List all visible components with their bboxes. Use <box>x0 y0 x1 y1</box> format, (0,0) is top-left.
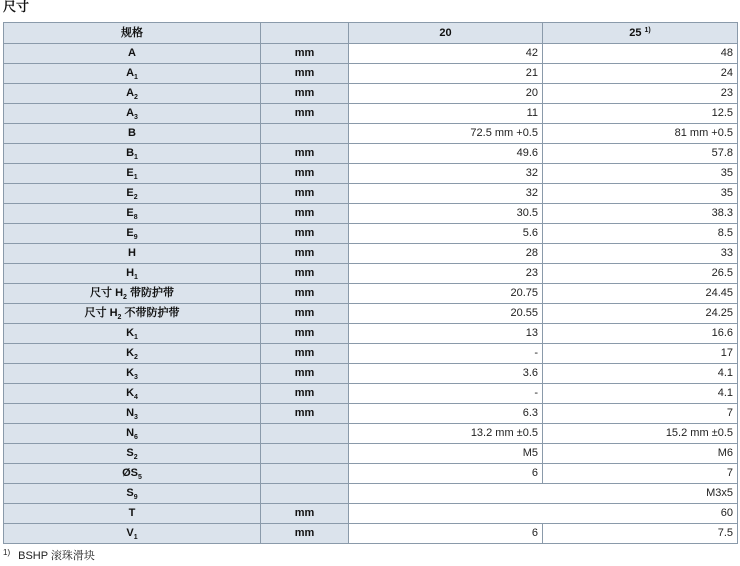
value-cell-size-20: 42 <box>349 44 543 64</box>
parameter-subscript: 1 <box>133 174 138 182</box>
column-header-unit <box>261 23 349 44</box>
unit-cell <box>261 484 349 504</box>
table-row <box>4 124 738 144</box>
table-row <box>4 284 738 304</box>
parameter-suffix: 不带防护带 <box>121 307 180 319</box>
value-cell-size-20: - <box>349 344 543 364</box>
value-cell-size-20: 6.3 <box>349 404 543 424</box>
table-row <box>4 84 738 104</box>
table-header-row <box>4 23 738 44</box>
unit-cell: mm <box>261 164 349 184</box>
parameter-symbol: N <box>126 407 135 419</box>
table-row <box>4 464 738 484</box>
parameter-symbol: B <box>128 127 136 139</box>
parameter-subscript: 5 <box>138 474 142 482</box>
value-cell-size-20: 23 <box>349 264 543 284</box>
value-cell-size-20: 3.6 <box>349 364 543 384</box>
parameter-subscript: 3 <box>134 414 138 422</box>
unit-cell <box>261 124 349 144</box>
parameter-subscript: 9 <box>133 234 138 242</box>
value-cell-size-25: 7 <box>543 404 738 424</box>
table-row <box>4 144 738 164</box>
parameter-cell <box>4 284 261 304</box>
value-cell-size-25: 38.3 <box>543 204 738 224</box>
parameter-symbol: S <box>126 487 134 499</box>
table-row <box>4 184 738 204</box>
table-row <box>4 444 738 464</box>
parameter-cell <box>4 524 261 544</box>
parameter-symbol: E <box>126 207 134 219</box>
unit-cell: mm <box>261 324 349 344</box>
value-cell-size-20: 20 <box>349 84 543 104</box>
table-row <box>4 224 738 244</box>
unit-cell: mm <box>261 384 349 404</box>
parameter-subscript: 1 <box>134 274 138 282</box>
parameter-symbol: H <box>128 247 136 259</box>
parameter-symbol: ØS <box>122 467 138 479</box>
unit-cell: mm <box>261 404 349 424</box>
parameter-cell <box>4 344 261 364</box>
parameter-cell <box>4 464 261 484</box>
value-cell-size-20: 72.5 mm +0.5 <box>349 124 543 144</box>
value-cell-size-25: 7 <box>543 464 738 484</box>
value-cell-size-20: M5 <box>349 444 543 464</box>
unit-cell: mm <box>261 184 349 204</box>
unit-cell <box>261 444 349 464</box>
parameter-cell <box>4 164 261 184</box>
parameter-cell <box>4 444 261 464</box>
parameter-symbol: B <box>126 147 135 159</box>
parameter-symbol: A <box>126 67 135 79</box>
parameter-symbol: A <box>126 107 135 119</box>
table-row <box>4 304 738 324</box>
parameter-subscript: 2 <box>133 454 138 462</box>
parameter-subscript: 1 <box>134 154 138 162</box>
table-row <box>4 104 738 124</box>
value-cell-size-25: 24.45 <box>543 284 738 304</box>
parameter-symbol: E <box>126 187 134 199</box>
parameter-subscript: 2 <box>133 194 138 202</box>
parameter-cell <box>4 504 261 524</box>
table-body <box>4 44 738 544</box>
value-cell-size-25: 15.2 mm ±0.5 <box>543 424 738 444</box>
parameter-symbol: A <box>128 47 136 59</box>
parameter-symbol: E <box>126 167 134 179</box>
parameter-label: 尺寸 H <box>90 287 124 299</box>
value-cell-size-25: M6 <box>543 444 738 464</box>
parameter-cell <box>4 384 261 404</box>
dimensions-table <box>3 22 738 544</box>
table-row <box>4 44 738 64</box>
value-cell-size-25: 12.5 <box>543 104 738 124</box>
table-row <box>4 64 738 84</box>
value-cell-size-20: - <box>349 384 543 404</box>
value-cell-size-20: 28 <box>349 244 543 264</box>
value-cell-size-25: 7.5 <box>543 524 738 544</box>
parameter-cell <box>4 324 261 344</box>
parameter-symbol: N <box>126 427 135 439</box>
table-row <box>4 424 738 444</box>
parameter-subscript: 3 <box>134 374 138 382</box>
value-cell-size-25: 24.25 <box>543 304 738 324</box>
parameter-subscript: 1 <box>134 74 138 82</box>
table-row <box>4 484 738 504</box>
value-cell-size-25: 57.8 <box>543 144 738 164</box>
unit-cell: mm <box>261 364 349 384</box>
value-cell-size-20: 5.6 <box>349 224 543 244</box>
parameter-cell <box>4 424 261 444</box>
unit-cell <box>261 464 349 484</box>
footnote-text: BSHP 滚珠滑块 <box>18 550 95 562</box>
parameter-symbol: K <box>126 387 135 399</box>
value-cell-size-25: 81 mm +0.5 <box>543 124 738 144</box>
value-cell-size-20: 6 <box>349 524 543 544</box>
unit-cell: mm <box>261 504 349 524</box>
size-25-label: 25 <box>629 26 642 39</box>
parameter-subscript: 2 <box>117 314 122 322</box>
value-cell-size-25: 35 <box>543 164 738 184</box>
page-title: 尺寸 <box>3 0 30 14</box>
parameter-cell <box>4 364 261 384</box>
table-row <box>4 164 738 184</box>
parameter-subscript: 1 <box>133 534 138 542</box>
value-cell-size-25: 4.1 <box>543 364 738 384</box>
unit-cell: mm <box>261 344 349 364</box>
parameter-cell <box>4 104 261 124</box>
table-row <box>4 344 738 364</box>
parameter-symbol: K <box>126 347 135 359</box>
parameter-subscript: 4 <box>134 394 138 402</box>
value-cell-size-25: 35 <box>543 184 738 204</box>
value-cell-size-25: 4.1 <box>543 384 738 404</box>
footnote-reference: 1) <box>644 26 651 34</box>
unit-cell: mm <box>261 84 349 104</box>
value-cell-size-25: 23 <box>543 84 738 104</box>
value-cell-size-20: 32 <box>349 164 543 184</box>
value-cell-size-20: 20.55 <box>349 304 543 324</box>
column-header-spec: 规格 <box>4 23 261 44</box>
parameter-subscript: 3 <box>134 114 138 122</box>
parameter-symbol: A <box>126 87 135 99</box>
value-cell-size-25: 48 <box>543 44 738 64</box>
parameter-cell <box>4 224 261 244</box>
value-cell-size-25: 16.6 <box>543 324 738 344</box>
parameter-cell <box>4 404 261 424</box>
parameter-suffix: 带防护带 <box>126 287 174 299</box>
parameter-cell <box>4 124 261 144</box>
parameter-cell <box>4 264 261 284</box>
parameter-cell <box>4 144 261 164</box>
footnote-mark: 1) <box>3 548 11 557</box>
value-cell-merged: 60 <box>349 504 738 524</box>
parameter-symbol: S <box>126 447 134 459</box>
value-cell-merged: M3x5 <box>349 484 738 504</box>
parameter-subscript: 8 <box>133 214 138 222</box>
value-cell-size-25: 26.5 <box>543 264 738 284</box>
table-row <box>4 264 738 284</box>
column-header-size-25 <box>543 23 738 44</box>
parameter-cell <box>4 484 261 504</box>
parameter-cell <box>4 304 261 324</box>
unit-cell: mm <box>261 264 349 284</box>
parameter-subscript: 9 <box>133 494 138 502</box>
parameter-cell <box>4 64 261 84</box>
unit-cell: mm <box>261 104 349 124</box>
unit-cell: mm <box>261 144 349 164</box>
value-cell-size-20: 20.75 <box>349 284 543 304</box>
parameter-subscript: 1 <box>134 334 138 342</box>
value-cell-size-25: 17 <box>543 344 738 364</box>
parameter-subscript: 6 <box>134 434 138 442</box>
value-cell-size-25: 33 <box>543 244 738 264</box>
parameter-cell <box>4 204 261 224</box>
table-row <box>4 404 738 424</box>
parameter-subscript: 2 <box>123 294 127 302</box>
unit-cell: mm <box>261 244 349 264</box>
table-row <box>4 524 738 544</box>
parameter-cell <box>4 44 261 64</box>
unit-cell: mm <box>261 304 349 324</box>
value-cell-size-20: 49.6 <box>349 144 543 164</box>
table-row <box>4 504 738 524</box>
unit-cell: mm <box>261 524 349 544</box>
parameter-symbol: K <box>126 367 135 379</box>
value-cell-size-20: 30.5 <box>349 204 543 224</box>
table-row <box>4 204 738 224</box>
unit-cell: mm <box>261 64 349 84</box>
unit-cell: mm <box>261 284 349 304</box>
value-cell-size-20: 11 <box>349 104 543 124</box>
parameter-cell <box>4 84 261 104</box>
value-cell-size-20: 13.2 mm ±0.5 <box>349 424 543 444</box>
unit-cell <box>261 424 349 444</box>
unit-cell: mm <box>261 44 349 64</box>
parameter-cell <box>4 184 261 204</box>
value-cell-size-25: 8.5 <box>543 224 738 244</box>
parameter-label: 尺寸 H <box>84 307 118 319</box>
table-row <box>4 364 738 384</box>
unit-cell: mm <box>261 224 349 244</box>
footnote <box>3 546 95 563</box>
value-cell-size-20: 13 <box>349 324 543 344</box>
value-cell-size-20: 21 <box>349 64 543 84</box>
parameter-symbol: K <box>126 327 135 339</box>
parameter-symbol: V <box>126 527 134 539</box>
parameter-cell <box>4 244 261 264</box>
parameter-symbol: T <box>128 507 136 519</box>
table-row <box>4 384 738 404</box>
column-header-size-20: 20 <box>349 23 543 44</box>
value-cell-size-20: 32 <box>349 184 543 204</box>
value-cell-size-20: 6 <box>349 464 543 484</box>
table-row <box>4 244 738 264</box>
parameter-subscript: 2 <box>134 354 138 362</box>
table-row <box>4 324 738 344</box>
value-cell-size-25: 24 <box>543 64 738 84</box>
parameter-symbol: H <box>126 267 135 279</box>
unit-cell: mm <box>261 204 349 224</box>
parameter-subscript: 2 <box>134 94 138 102</box>
parameter-symbol: E <box>126 227 134 239</box>
